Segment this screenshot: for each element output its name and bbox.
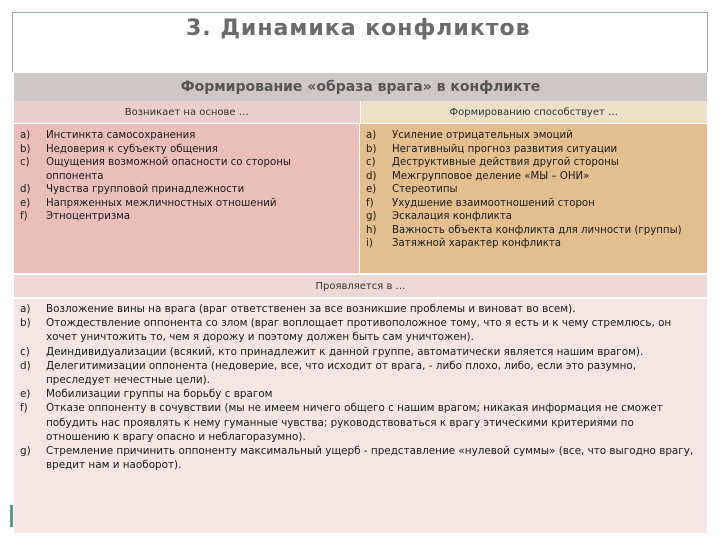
list-marker: i) (366, 238, 373, 249)
list-marker: a) (20, 303, 31, 315)
list-marker: f) (20, 402, 28, 415)
origin-item (14, 156, 359, 183)
list-marker: g) (366, 211, 377, 222)
list-item-text: Усиление отрицательных эмоций (392, 130, 573, 141)
origin-item (14, 183, 359, 197)
left-column-header: Возникает на основе … (14, 101, 361, 123)
manifestation-item (14, 316, 707, 344)
list-item-text: Ощущения возможной опасности со стороны оппонента (46, 157, 291, 182)
list-item-text: Эскалация конфликта (392, 211, 513, 222)
manifestation-item (14, 302, 707, 316)
origin-list (14, 123, 360, 273)
list-item-text: Делегитимизации оппонента (недоверие, все, что исходит от врага, - либо плохо, либо, если это разумно, преследует нечестные цели). (46, 359, 637, 387)
manifestation-item (14, 444, 707, 472)
table-header: Формирование «образа врага» в конфликте (14, 71, 707, 101)
list-item-text: Возложение вины на врага (враг ответственен за все возникшие проблемы и виноват во всем). (46, 303, 576, 315)
list-item-text: Напряженных межличностных отношений (46, 197, 277, 209)
factor-item (360, 197, 707, 211)
factor-item (360, 237, 707, 251)
factor-item (360, 156, 707, 170)
list-marker: c) (20, 345, 30, 358)
list-marker: a) (20, 130, 31, 141)
list-item-text: Чувства групповой принадлежности (46, 184, 245, 195)
list-marker: e) (20, 197, 31, 209)
list-marker: c) (20, 157, 30, 168)
list-marker: b) (20, 317, 31, 330)
origin-item (14, 143, 359, 157)
list-item-text: Важность объекта конфликта для личности (группы) (392, 224, 682, 236)
column-headers (14, 101, 707, 123)
list-item-text: Недоверия к субъекту общения (46, 143, 218, 155)
list-item-text: Ухудшение взаимоотношений сторон (392, 197, 595, 209)
list-marker: h) (366, 224, 377, 236)
right-column-header: Формированию способствует … (361, 101, 708, 123)
accent-bar (10, 505, 13, 527)
list-item-text: Негативныйц прогноз развития ситуации (392, 143, 618, 155)
manifestation-item (14, 401, 707, 444)
list-item-text: Отказе оппоненту в сочувствии (мы не имеем ничего общего с нашим врагом; никакая информация не сможет побудить нас проявлять к нему гуманные чувства; руководствоваться к врагу этическими критериями по отношению к врагу опасно и неблагоразумно). (46, 402, 663, 443)
list-marker: f) (20, 211, 28, 222)
list-marker: e) (366, 184, 377, 195)
list-marker: e) (20, 388, 31, 401)
list-item-text: Деструктивные действия другой стороны (392, 157, 619, 168)
list-marker: d) (20, 184, 31, 195)
list-item-text: Стереотипы (392, 184, 458, 195)
list-item-text: Этноцентризма (46, 211, 131, 222)
manifestation-header: Проявляется в … (14, 273, 707, 297)
list-marker: d) (20, 359, 31, 372)
list-item-text: Инстинкта самосохранения (46, 130, 196, 141)
contributing-factors-list (360, 123, 707, 273)
list-marker: f) (366, 197, 374, 209)
enemy-image-table (14, 71, 707, 533)
origin-item (14, 197, 359, 211)
list-marker: b) (20, 143, 31, 155)
manifestation-item (14, 345, 707, 359)
factor-item (360, 210, 707, 224)
list-item-text: Затяжной характер конфликта (392, 238, 562, 249)
list-marker: d) (366, 170, 377, 182)
factor-item (360, 224, 707, 238)
list-item-text: Межгрупповое деление «МЫ – ОНИ» (392, 170, 590, 182)
slide-frame-right (707, 12, 708, 72)
factor-item (360, 143, 707, 157)
factor-item (360, 129, 707, 143)
list-item-text: Стремление причинить оппоненту максимальный ущерб - представление «нулевой суммы» (все, что выгодно врагу, вредит нам и наоборот). (46, 445, 694, 472)
slide-title: 3. Динамика конфликтов (186, 16, 531, 41)
origin-item (14, 129, 359, 143)
factor-item (360, 183, 707, 197)
list-marker: g) (20, 445, 31, 458)
manifestation-item (14, 387, 707, 401)
list-item-text: Мобилизации группы на борьбу с врагом (46, 388, 273, 401)
list-item-text: Деиндивидуализации (всякий, кто принадлежит к данной группе, автоматически является нашим врагом). (46, 345, 644, 358)
slide-frame-top (12, 12, 708, 13)
manifestation-item (14, 359, 707, 387)
list-marker: a) (366, 130, 377, 141)
factor-lists (14, 123, 707, 273)
slide-frame-left (12, 12, 13, 72)
manifestation-list (14, 297, 707, 533)
list-marker: b) (366, 143, 377, 155)
list-marker: c) (366, 157, 376, 168)
list-item-text: Отождествление оппонента со злом (враг воплощает противоположное тому, что я есть и к чему стремлюсь, он хочет уничтожить то, чем я дорожу и поэтому должен быть сам уничтожен). (46, 317, 672, 344)
factor-item (360, 170, 707, 184)
origin-item (14, 210, 359, 224)
